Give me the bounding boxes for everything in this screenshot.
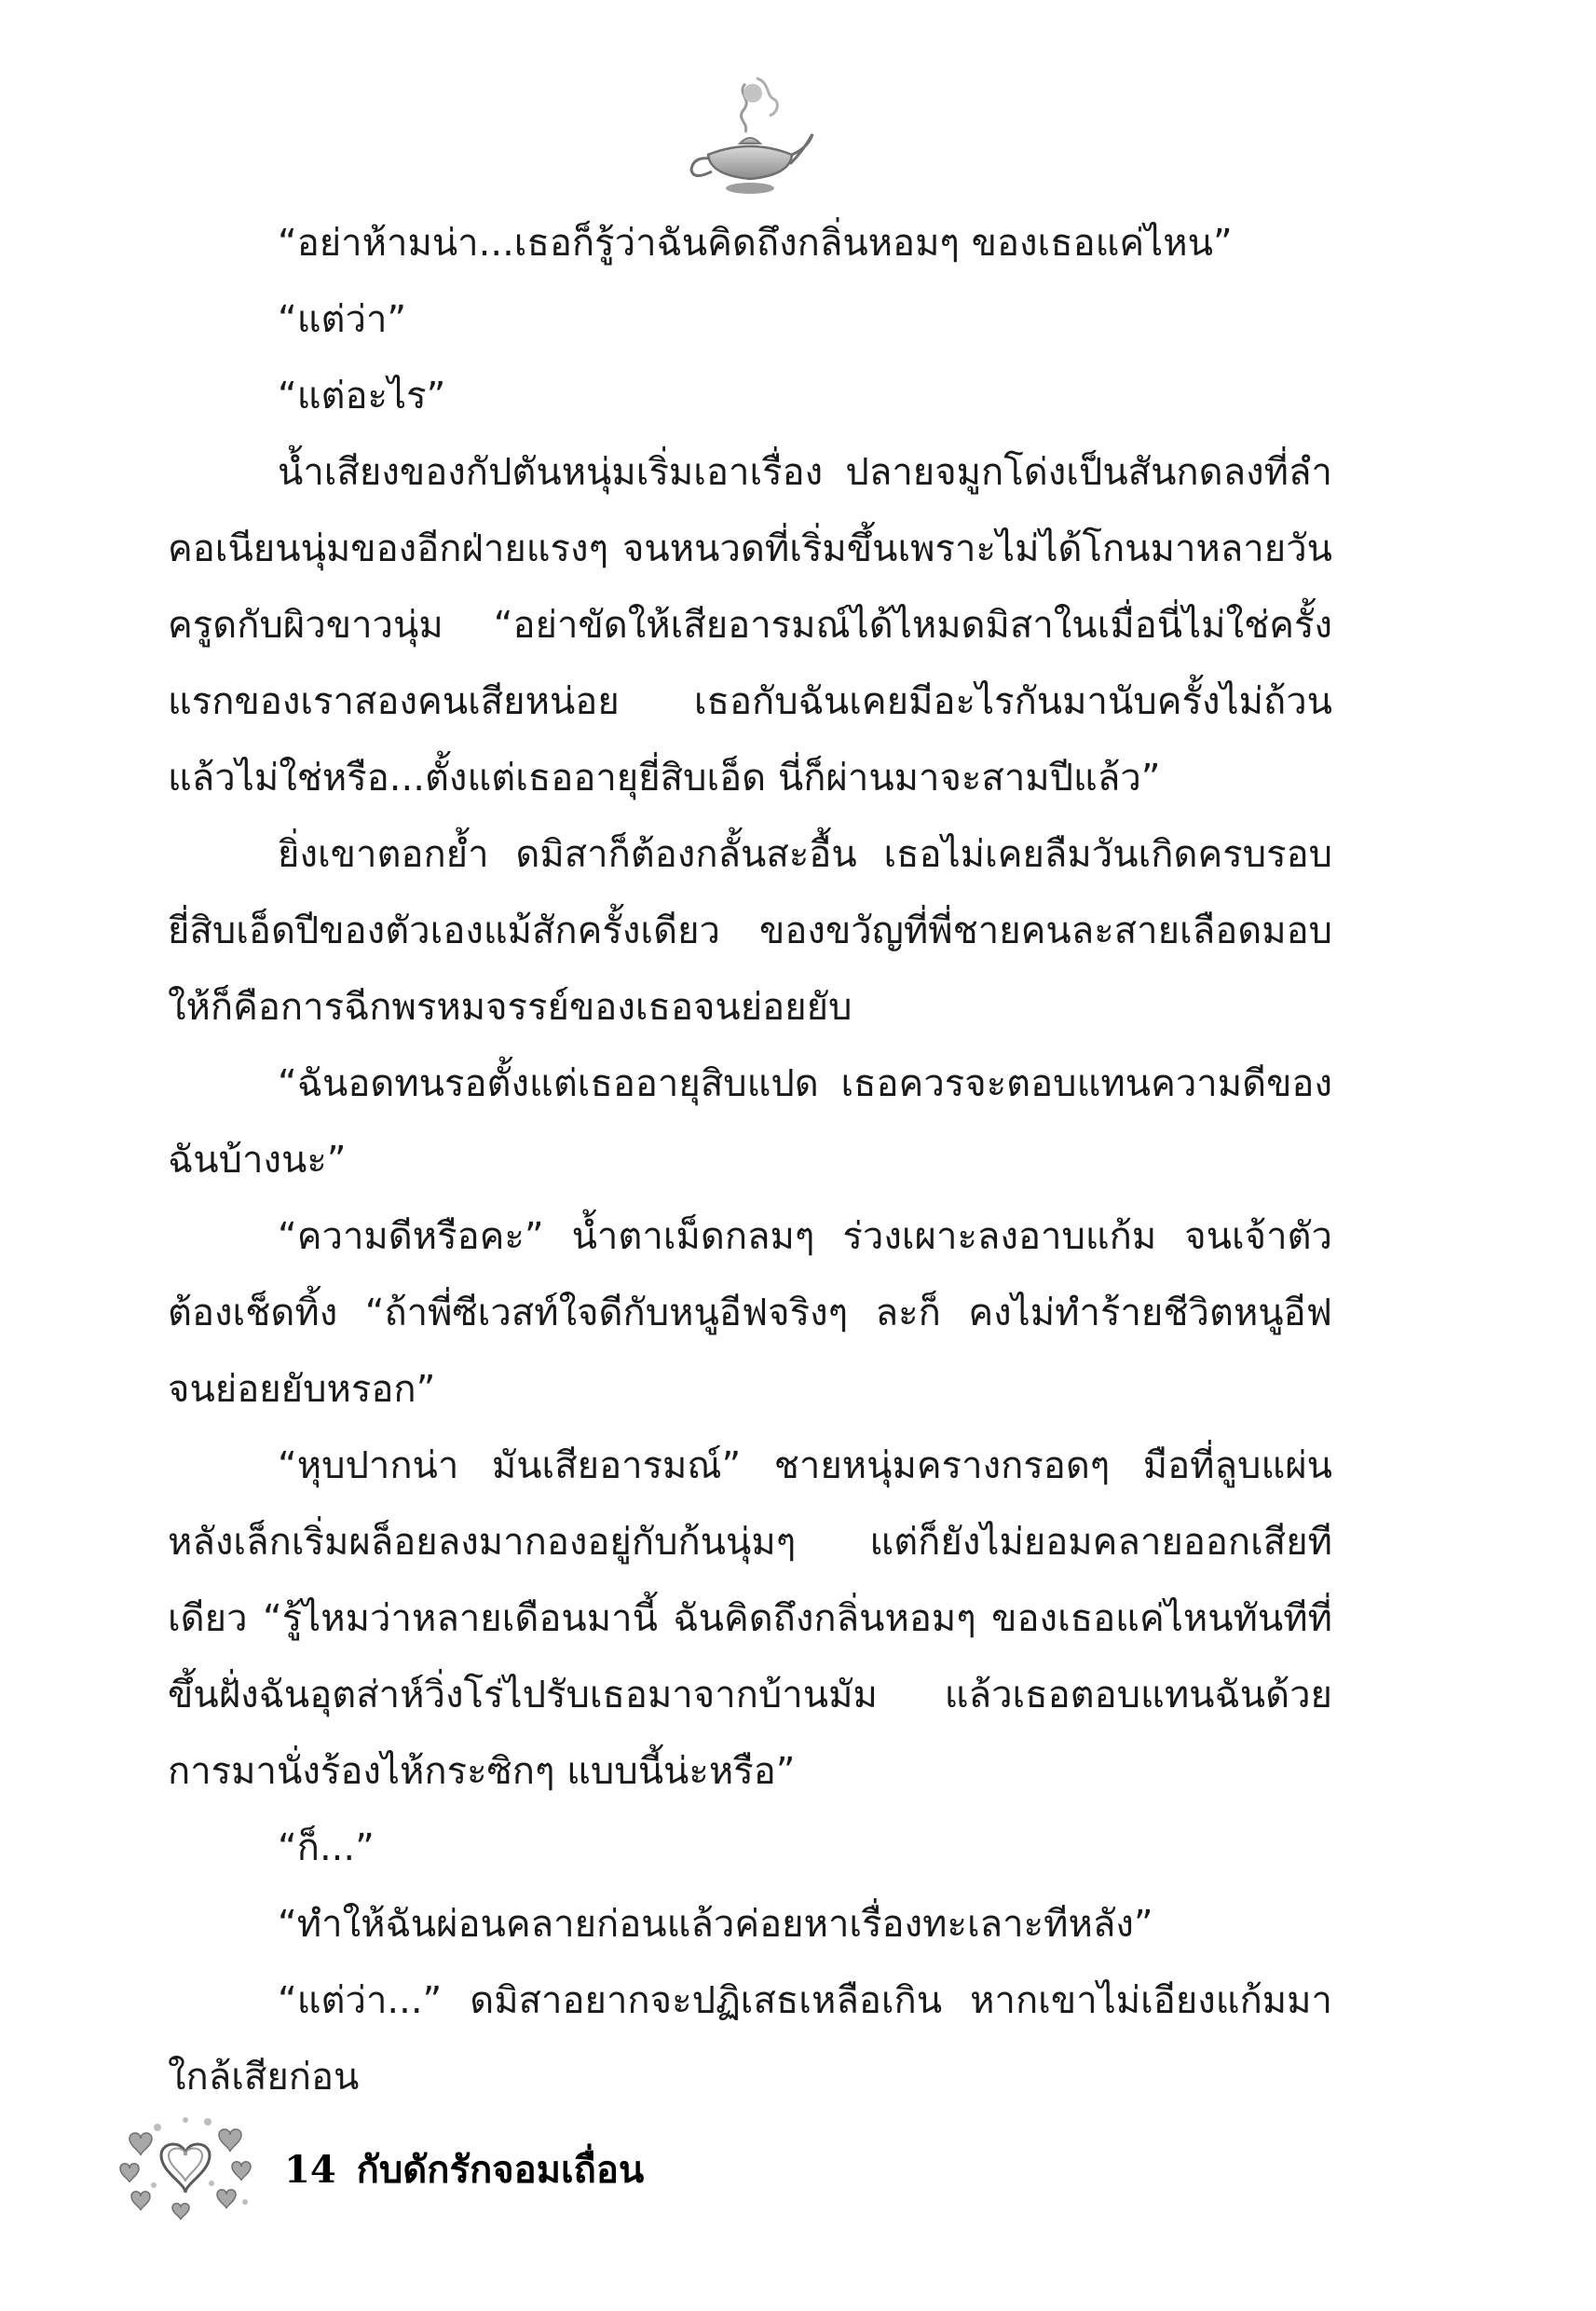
- paragraph: “หุบปากน่า มันเสียอารมณ์” ชายหนุ่มครางกรอดๆ มือที่ลูบแผ่นหลังเล็กเริ่มผล็อยลงมากองอยู่กับก้นนุ่มๆ แต่ก็ยังไม่ยอมคลายออกเสียทีเดียว “รู้ไหมว่าหลายเดือนมานี้ ฉันคิดถึงกลิ่นหอมๆ ของเธอแค่ไหนทันทีที่ขึ้นฝั่งฉันอุตส่าห์วิ่งโร่ไปรับเธอมาจากบ้านมัม แล้วเธอตอบแทนฉันด้วยการมานั่งร้องไห้กระซิกๆ แบบนี้น่ะหรือ”: [168, 1444, 1332, 1793]
- paragraph: “ความดีหรือคะ” น้ำตาเม็ดกลมๆ ร่วงเผาะลงอาบแก้ม จนเจ้าตัวต้องเช็ดทิ้ง “ถ้าพี่ซีเวสท์ใจดีกับหนูอีฟจริงๆ ละก็ คงไม่ทำร้ายชีวิตหนูอีฟจนย่อยยับหรอก”: [168, 1215, 1332, 1411]
- paragraph: น้ำเสียงของกัปตันหนุ่มเริ่มเอาเรื่อง ปลายจมูกโด่งเป็นสันกดลงที่ลำคอเนียนนุ่มของอีกฝ่ายแรงๆ จนหนวดที่เริ่มขึ้นเพราะไม่ได้โกนมาหลายวันครูดกับผิวขาวนุ่ม “อย่าขัดให้เสียอารมณ์ได้ไหมดมิสาในเมื่อนี่ไม่ใช่ครั้งแรกของเราสองคนเสียหน่อย เธอกับฉันเคยมีอะไรกันมานับครั้งไม่ถ้วนแล้วไม่ใช่หรือ...ตั้งแต่เธออายุยี่สิบเอ็ด นี่ก็ผ่านมาจะสามปีแล้ว”: [168, 451, 1332, 800]
- page-number: 14: [284, 2148, 336, 2192]
- paragraph: “แต่ว่า...” ดมิสาอยากจะปฏิเสธเหลือเกิน หากเขาไม่เอียงแก้มมาใกล้เสียก่อน: [168, 1979, 1332, 2099]
- hearts-wreath-icon: [116, 2111, 256, 2222]
- page-footer: [116, 2111, 955, 2232]
- body-text: [168, 205, 1332, 2115]
- paragraph: “แต่ว่า”: [278, 298, 407, 341]
- paragraph: “ทำให้ฉันผ่อนคลายก่อนแล้วค่อยหาเรื่องทะเลาะทีหลัง”: [278, 1903, 1153, 1946]
- paragraph: “ก็...”: [278, 1826, 375, 1869]
- paragraph: “ฉันอดทนรอตั้งแต่เธออายุสิบแปด เธอควรจะตอบแทนความดีของฉันบ้างนะ”: [168, 1062, 1332, 1182]
- paragraph: “อย่าห้ามน่า...เธอก็รู้ว่าฉันคิดถึงกลิ่นหอมๆ ของเธอแค่ไหน”: [278, 222, 1233, 265]
- paragraph: ยิ่งเขาตอกย้ำ ดมิสาก็ต้องกลั้นสะอื้น เธอไม่เคยลืมวันเกิดครบรอบยี่สิบเอ็ดปีของตัวเองแม้สักครั้งเดียว ของขวัญที่พี่ชายคนละสายเลือดมอบให้ก็คือการฉีกพรหมจรรย์ของเธอจนย่อยยับ: [168, 833, 1332, 1029]
- paragraph: “แต่อะไร”: [278, 375, 446, 417]
- genie-lamp-icon: [680, 65, 820, 205]
- footer-label: [284, 2144, 644, 2196]
- book-title: กับดักรักจอมเถื่อน: [356, 2148, 645, 2192]
